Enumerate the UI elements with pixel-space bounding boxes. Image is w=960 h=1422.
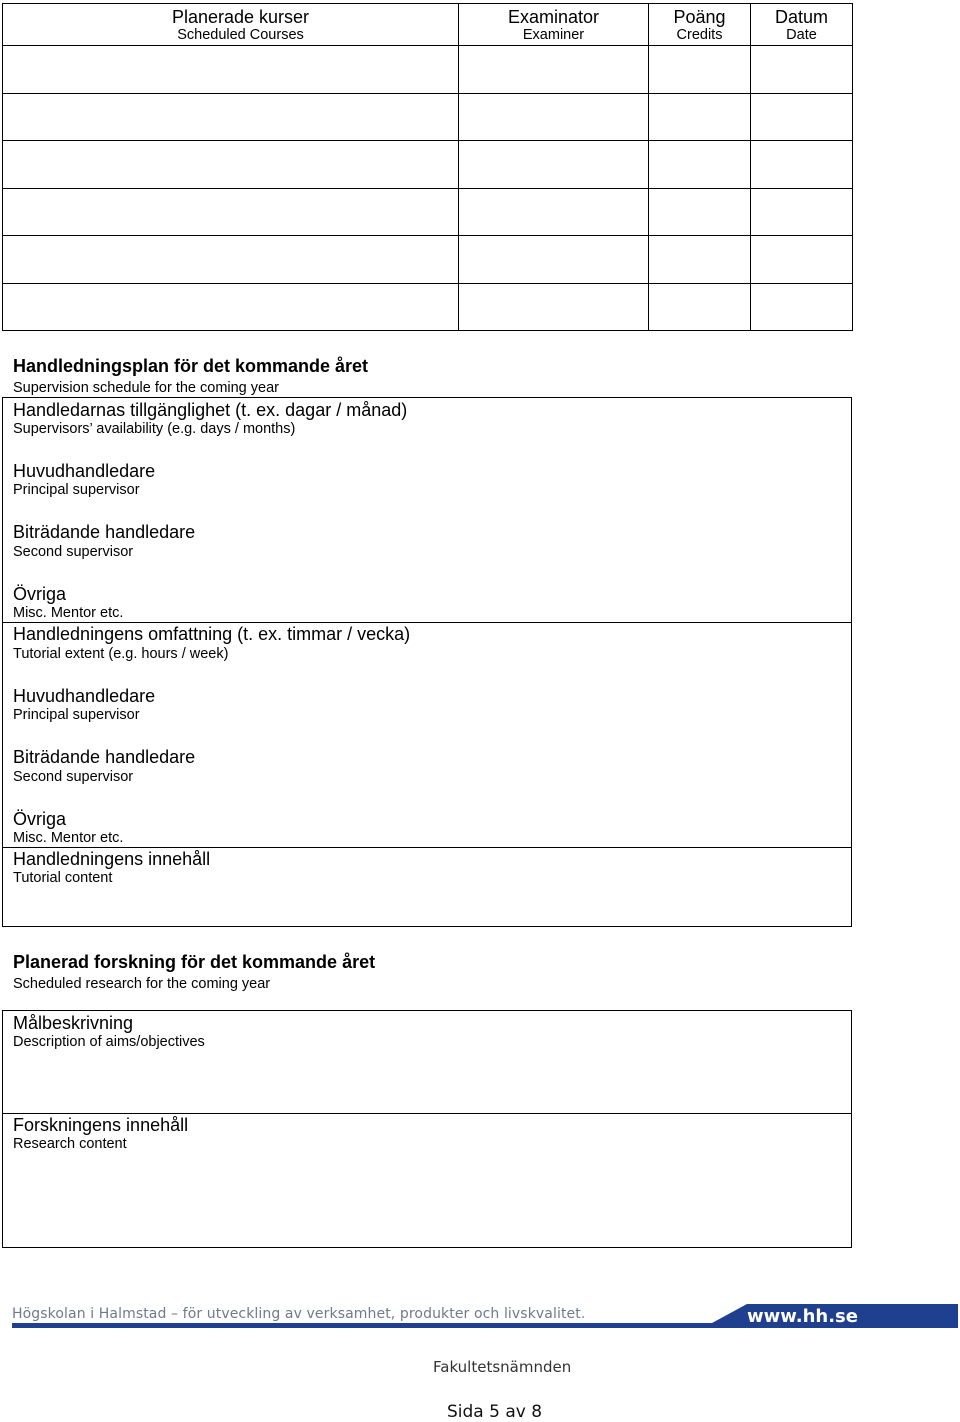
- course-cell[interactable]: [3, 283, 459, 331]
- principal-supervisor-en: Principal supervisor: [13, 707, 140, 723]
- credits-cell[interactable]: [649, 188, 751, 236]
- examiner-cell[interactable]: [459, 93, 649, 141]
- page-number: Sida 5 av 8: [447, 1402, 543, 1422]
- examiner-cell[interactable]: [459, 283, 649, 331]
- courses-table: [2, 3, 853, 331]
- principal-supervisor-sv: Huvudhandledare: [13, 461, 156, 481]
- footer-tagline: Högskolan i Halmstad – för utveckling av verksamhet, produkter och livskvalitet.: [12, 1306, 586, 1322]
- second-supervisor-en: Second supervisor: [13, 769, 134, 785]
- availability-label-en: Supervisors’ availability (e.g. days / months): [13, 421, 296, 437]
- credits-cell[interactable]: [649, 93, 751, 141]
- courses-header-en: Examiner: [522, 27, 585, 43]
- course-cell[interactable]: [3, 93, 459, 141]
- courses-header-credits: [649, 4, 751, 46]
- credits-cell[interactable]: [649, 236, 751, 284]
- courses-header-sv: Poäng: [673, 7, 726, 27]
- table-row: [3, 141, 853, 189]
- examiner-cell[interactable]: [459, 46, 649, 94]
- date-cell[interactable]: [751, 188, 853, 236]
- table-row: [3, 93, 853, 141]
- courses-header-date: [751, 4, 853, 46]
- tutorial-content-sv: Handledningens innehåll: [13, 849, 211, 869]
- principal-supervisor-en: Principal supervisor: [13, 482, 140, 498]
- date-cell[interactable]: [751, 141, 853, 189]
- courses-header-sv: Datum: [774, 7, 828, 27]
- examiner-cell[interactable]: [459, 141, 649, 189]
- tutorial-content-en: Tutorial content: [13, 870, 113, 886]
- extent-label-en: Tutorial extent (e.g. hours / week): [13, 646, 229, 662]
- course-cell[interactable]: [3, 188, 459, 236]
- courses-header-en: Scheduled Courses: [177, 27, 304, 43]
- course-cell[interactable]: [3, 141, 459, 189]
- table-row: [3, 236, 853, 284]
- courses-header-en: Date: [786, 27, 817, 43]
- research-title: Planerad forskning för det kommande året: [13, 952, 376, 972]
- aims-label-sv: Målbeskrivning: [13, 1013, 134, 1033]
- extent-label-sv: Handledningens omfattning (t. ex. timmar / vecka): [13, 624, 411, 644]
- credits-cell[interactable]: [649, 141, 751, 189]
- course-cell[interactable]: [3, 236, 459, 284]
- date-cell[interactable]: [751, 93, 853, 141]
- footer-url: www.hh.se: [747, 1306, 858, 1327]
- availability-label-sv: Handledarnas tillgänglighet (t. ex. dagar / månad): [13, 400, 408, 420]
- credits-cell[interactable]: [649, 46, 751, 94]
- principal-supervisor-sv: Huvudhandledare: [13, 686, 156, 706]
- misc-sv: Övriga: [13, 809, 67, 829]
- date-cell[interactable]: [751, 236, 853, 284]
- date-cell[interactable]: [751, 46, 853, 94]
- courses-header-course: [3, 4, 459, 46]
- courses-header-sv: Examinator: [507, 7, 600, 27]
- misc-en: Misc. Mentor etc.: [13, 830, 124, 846]
- faculty-name: Fakultetsnämnden: [433, 1358, 572, 1376]
- courses-header-sv: Planerade kurser: [171, 7, 310, 27]
- research-content-en: Research content: [13, 1136, 127, 1152]
- table-row: [3, 46, 853, 94]
- courses-header-examiner: [459, 4, 649, 46]
- examiner-cell[interactable]: [459, 188, 649, 236]
- table-row: [3, 283, 853, 331]
- aims-label-en: Description of aims/objectives: [13, 1034, 205, 1050]
- courses-header-en: Credits: [676, 27, 723, 43]
- course-cell[interactable]: [3, 46, 459, 94]
- second-supervisor-sv: Biträdande handledare: [13, 522, 196, 542]
- second-supervisor-en: Second supervisor: [13, 544, 134, 560]
- date-cell[interactable]: [751, 283, 853, 331]
- supervision-title: Handledningsplan för det kommande året: [13, 356, 369, 376]
- table-row: [3, 188, 853, 236]
- research-content-sv: Forskningens innehåll: [13, 1115, 189, 1135]
- research-subtitle: Scheduled research for the coming year: [13, 976, 271, 992]
- examiner-cell[interactable]: [459, 236, 649, 284]
- misc-en: Misc. Mentor etc.: [13, 605, 124, 621]
- second-supervisor-sv: Biträdande handledare: [13, 747, 196, 767]
- misc-sv: Övriga: [13, 584, 67, 604]
- supervision-subtitle: Supervision schedule for the coming year: [13, 380, 279, 396]
- courses-header-row: [3, 4, 853, 46]
- credits-cell[interactable]: [649, 283, 751, 331]
